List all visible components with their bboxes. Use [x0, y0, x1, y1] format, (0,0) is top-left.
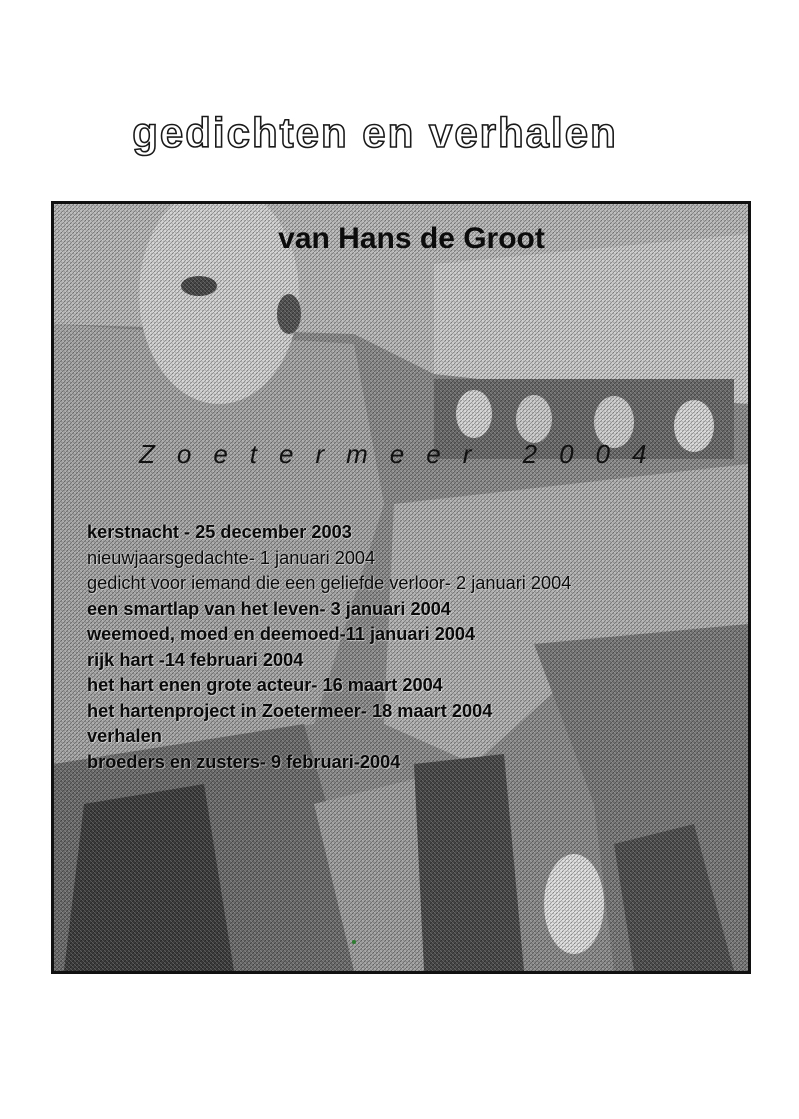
contents-item: gedicht voor iemand die een geliefde verloor- 2 januari 2004 [87, 573, 572, 593]
page-title: gedichten en verhalen [132, 109, 618, 156]
place-year: Zoetermeer 2004 [139, 439, 669, 469]
contents-item: een smartlap van het leven- 3 januari 2004 [87, 598, 451, 619]
contents-item: rijk hart -14 februari 2004 [87, 649, 304, 670]
author-name: van Hans de Groot [278, 222, 545, 255]
contents-item: het hartenproject in Zoetermeer- 18 maart 2004 [87, 700, 493, 721]
contents-list [87, 520, 571, 775]
contents-item: het hart enen grote acteur- 16 maart 2004 [87, 675, 443, 695]
contents-item: broeders en zusters- 9 februari-2004 [87, 751, 401, 772]
contents-item: verhalen [87, 726, 162, 746]
contents-item: kerstnacht - 25 december 2003 [87, 522, 352, 542]
contents-item: nieuwjaarsgedachte- 1 januari 2004 [87, 547, 376, 568]
green-speck [352, 940, 356, 944]
contents-item: weemoed, moed en deemoed-11 januari 2004 [87, 624, 476, 644]
cover-photo-frame [51, 201, 751, 974]
